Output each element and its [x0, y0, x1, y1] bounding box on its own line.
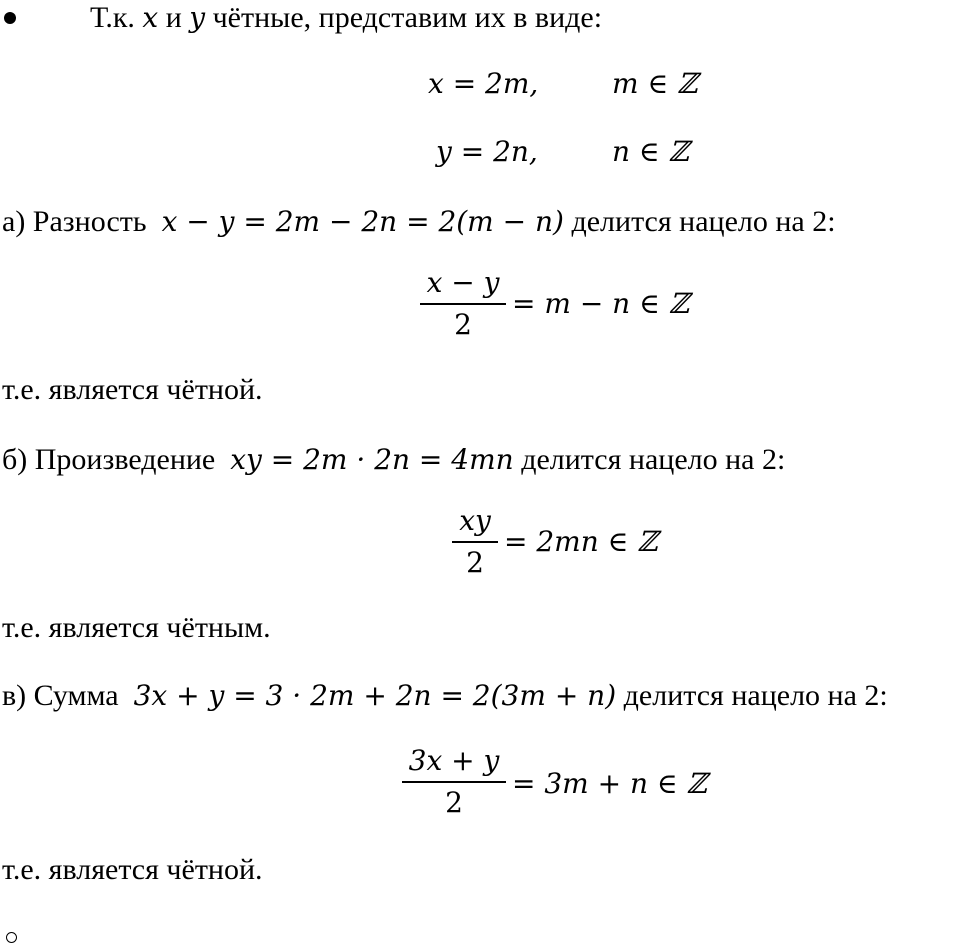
part-b-fraction-rhs: = 2mn ∈ ℤ [504, 525, 658, 558]
def-y-expr: y = 2n, [436, 135, 538, 168]
part-c-expr: 3x + y = 3 · 2m + 2n = 2(3m + n) [133, 679, 617, 712]
part-a-numerator: x − y [426, 266, 500, 299]
part-b-expr: xy = 2m · 2n = 4mn [230, 443, 514, 476]
part-a-label: а) Разность [2, 205, 147, 238]
part-a-expr: x − y = 2m − 2n = 2(m − n) [161, 205, 564, 238]
part-b-tail: делится нацело на 2: [521, 443, 786, 476]
def-x-set: m ∈ ℤ [612, 67, 698, 100]
intro-prefix: Т.к. [90, 1, 135, 34]
filled-circle-bullet-icon [4, 12, 16, 24]
part-c-line [2, 678, 888, 714]
part-a-fraction [420, 266, 506, 342]
intro-conj: и [165, 1, 182, 34]
fraction-bar [452, 541, 498, 543]
hollow-circle-bullet-icon [6, 932, 17, 943]
part-c-fraction-rhs: = 3m + n ∈ ℤ [512, 767, 707, 800]
part-c-tail: делится нацело на 2: [623, 679, 888, 712]
part-a-tail: делится нацело на 2: [571, 205, 836, 238]
intro-line [90, 0, 602, 36]
fraction-bar [420, 303, 506, 305]
part-c-numerator: 3x + y [408, 744, 500, 777]
part-b-label: б) Произведение [2, 443, 216, 476]
part-a-denominator: 2 [454, 308, 472, 341]
part-c-fraction [402, 744, 506, 820]
part-a-fraction-rhs: = m − n ∈ ℤ [512, 287, 690, 320]
def-y-set: n ∈ ℤ [612, 135, 689, 168]
part-b-numerator: xy [459, 504, 491, 537]
part-c-label: в) Сумма [2, 679, 119, 712]
intro-suffix: чётные, представим их в виде: [212, 1, 603, 34]
part-c-conclusion: т.е. является чётной. [2, 853, 263, 886]
part-a-conclusion: т.е. является чётной. [2, 373, 263, 406]
part-b-conclusion: т.е. является чётным. [2, 611, 271, 644]
intro-var-y: y [189, 1, 206, 34]
intro-var-x: x [142, 1, 159, 34]
part-b-line [2, 442, 785, 478]
part-a-line [2, 204, 836, 240]
def-x-expr: x = 2m, [428, 67, 539, 100]
part-b-fraction [452, 504, 498, 580]
part-b-denominator: 2 [466, 546, 484, 579]
part-c-denominator: 2 [445, 786, 463, 819]
fraction-bar [402, 781, 506, 783]
